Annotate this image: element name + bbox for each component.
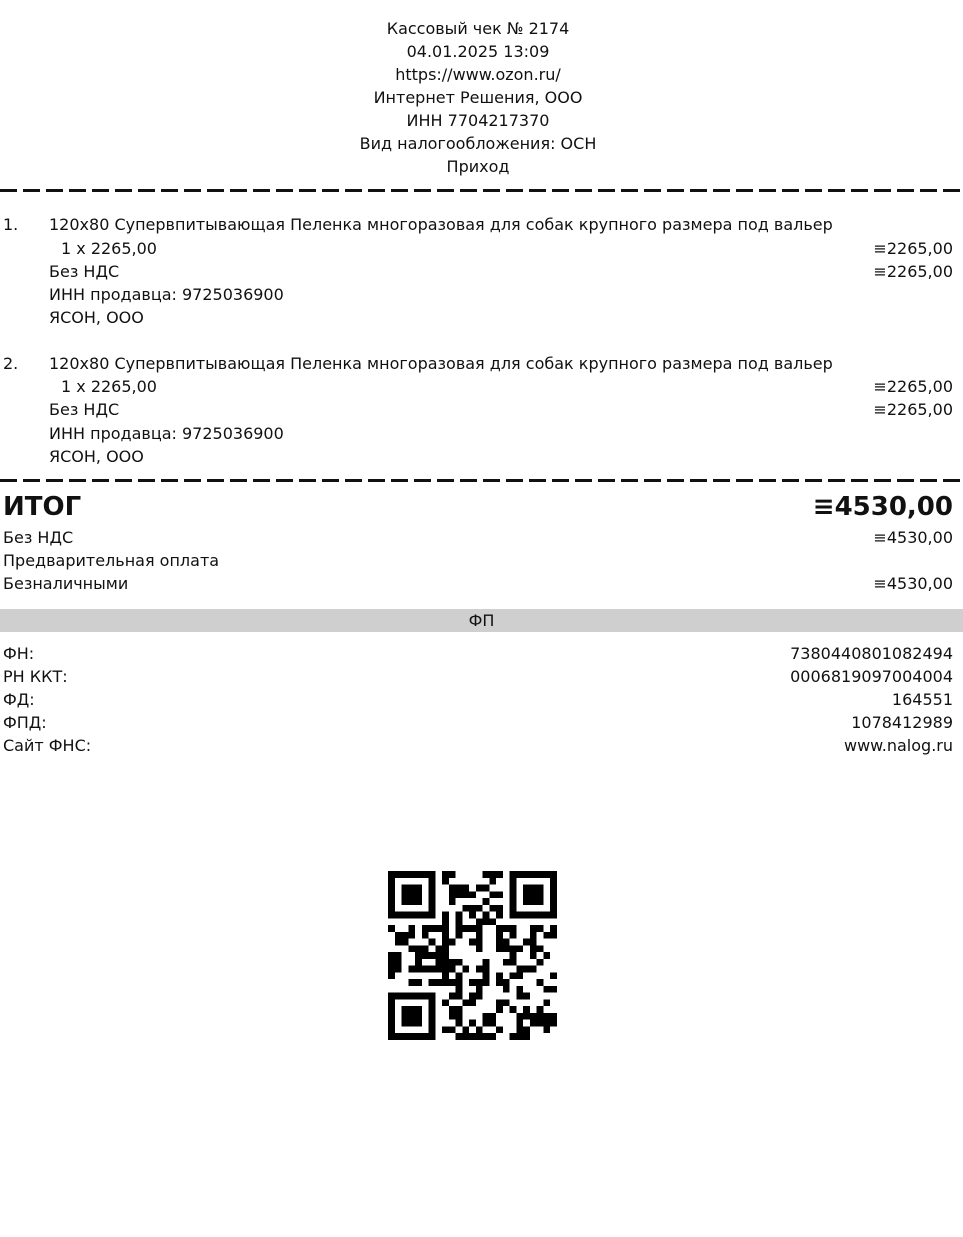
item-line-sum: ≡2265,00 <box>873 377 953 396</box>
item-line-sum: ≡2265,00 <box>873 239 953 258</box>
item-vat-label: Без НДС <box>49 400 120 419</box>
prepayment-label: Предварительная оплата <box>3 551 220 570</box>
total-sum: ≡4530,00 <box>812 492 953 522</box>
fiscal-value: 0006819097004004 <box>790 667 953 686</box>
fiscal-label: ФПД: <box>3 713 47 732</box>
company-inn: ИНН 7704217370 <box>406 111 550 130</box>
item-number: 2. <box>3 354 19 373</box>
item-seller-name: ЯСОН, ООО <box>49 308 144 327</box>
item-vat-sum: ≡2265,00 <box>873 262 953 281</box>
item-vat-sum: ≡2265,00 <box>873 400 953 419</box>
item-name: 120x80 Супервпитывающая Пеленка многоразовая для собак крупного размера под вальер <box>49 215 833 234</box>
item-name: 120x80 Супервпитывающая Пеленка многоразовая для собак крупного размера под вальер <box>49 354 833 373</box>
fiscal-row <box>0 688 963 711</box>
qr-code <box>388 871 557 1040</box>
receipt-datetime: 04.01.2025 13:09 <box>406 42 550 61</box>
receipt-header <box>0 17 956 178</box>
item-seller-name: ЯСОН, ООО <box>49 447 144 466</box>
fiscal-label: ФД: <box>3 690 35 709</box>
item-number: 1. <box>3 215 19 234</box>
dashed-divider <box>0 479 963 482</box>
fiscal-label: РН ККТ: <box>3 667 68 686</box>
total-vat-label: Без НДС <box>3 528 74 547</box>
item-vat-label: Без НДС <box>49 262 120 281</box>
fiscal-label: Сайт ФНС: <box>3 736 92 755</box>
fiscal-row <box>0 665 963 688</box>
fiscal-value: 7380440801082494 <box>790 644 953 663</box>
store-website[interactable]: https://www.ozon.ru/ <box>395 65 561 84</box>
receipt-title: Кассовый чек № 2174 <box>386 19 570 38</box>
cashless-sum: ≡4530,00 <box>873 574 953 593</box>
cashless-label: Безналичными <box>3 574 129 593</box>
fiscal-value: 1078412989 <box>851 713 953 732</box>
tax-system: Вид налогообложения: ОСН <box>359 134 597 153</box>
dashed-divider <box>0 189 963 192</box>
total-vat-sum: ≡4530,00 <box>873 528 953 547</box>
fiscal-label: ФН: <box>3 644 35 663</box>
fiscal-row <box>0 642 963 665</box>
fiscal-value: 164551 <box>891 690 953 709</box>
fns-website-link[interactable]: www.nalog.ru <box>843 736 953 755</box>
item-seller-inn: ИНН продавца: 9725036900 <box>49 424 284 443</box>
item-quantity-price: 1 x 2265,00 <box>61 377 157 396</box>
company-name: Интернет Решения, ООО <box>373 88 583 107</box>
operation-type: Приход <box>446 157 510 176</box>
total-label: ИТОГ <box>3 492 82 522</box>
fiscal-section-title: ФП <box>468 611 495 630</box>
fiscal-row <box>0 711 963 734</box>
item-seller-inn: ИНН продавца: 9725036900 <box>49 285 284 304</box>
item-quantity-price: 1 x 2265,00 <box>61 239 157 258</box>
fiscal-row <box>0 734 963 757</box>
fiscal-section-header <box>0 609 963 632</box>
